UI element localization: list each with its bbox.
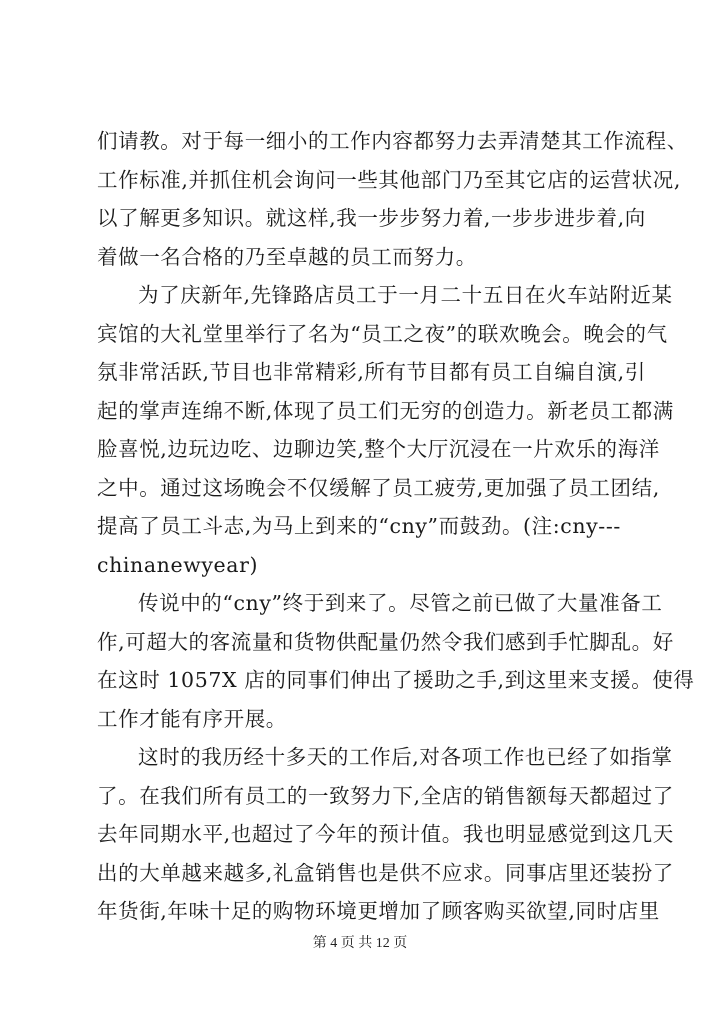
- paragraph-start-line: 传说中的“cny”终于到来了。尽管之前已做了大量准备工: [138, 591, 663, 615]
- text-line: 作,可超大的客流量和货物供配量仍然令我们感到手忙脚乱。好: [97, 629, 674, 654]
- text-line: 去年同期水平,也超过了今年的预计值。我也明显感觉到这几天: [97, 822, 674, 846]
- text-line: 提高了员工斗志,为马上到来的“cny”而鼓劲。(注:cny---: [97, 514, 621, 538]
- text-line: 之中。通过这场晚会不仅缓解了员工疲劳,更加强了员工团结,: [97, 475, 660, 500]
- text-line: 脸喜悦,边玩边吃、边聊边笑,整个大厅沉浸在一片欢乐的海洋: [97, 437, 660, 461]
- text-line: chinanewyear): [97, 552, 259, 577]
- text-line: 氛非常活跃,节目也非常精彩,所有节目都有员工自编自演,引: [97, 360, 646, 384]
- text-line: 着做一名合格的乃至卓越的员工而努力。: [97, 244, 477, 269]
- text-line: 工作标准,并抓住机会询问一些其他部门乃至其它店的运营状况,: [97, 167, 681, 192]
- text-line: 在这时 1057X 店的同事们伸出了援助之手,到这里来支援。使得: [97, 668, 695, 692]
- text-line: 了。在我们所有员工的一致努力下,全店的销售额每天都超过了: [97, 783, 674, 808]
- body-text: [97, 122, 695, 931]
- text-line: 们请教。对于每一细小的工作内容都努力去弄清楚其工作流程、: [97, 129, 688, 153]
- text-line: 以了解更多知识。就这样,我一步步努力着,一步步进步着,向: [97, 206, 646, 230]
- paragraph-start-line: 这时的我历经十多天的工作后,对各项工作也已经了如指掌: [138, 745, 673, 769]
- text-line: 出的大单越来越多,礼盒销售也是供不应求。同事店里还装扮了: [97, 860, 674, 885]
- text-line: 起的掌声连绵不断,体现了员工们无穷的创造力。新老员工都满: [97, 398, 674, 423]
- text-line: 宾馆的大礼堂里举行了名为“员工之夜”的联欢晚会。晚会的气: [97, 321, 668, 346]
- text-line: 工作才能有序开展。: [97, 706, 287, 731]
- paragraph-start-line: 为了庆新年,先锋路店员工于一月二十五日在火车站附近某: [138, 283, 673, 307]
- text-line: 年货街,年味十足的购物环境更增加了顾客购买欲望,同时店里: [97, 899, 660, 923]
- page-footer: 第 4 页 共 12 页: [312, 936, 408, 951]
